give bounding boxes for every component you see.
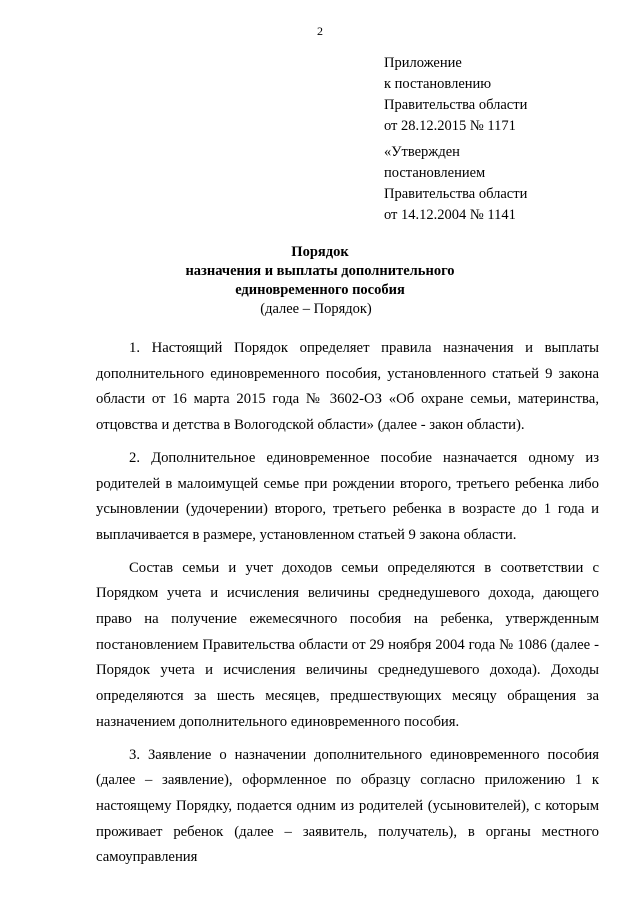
title-line: единовременного пособия: [235, 282, 405, 298]
document-title: [0, 243, 640, 319]
title-subtitle: (далее – Порядок): [260, 301, 372, 317]
paragraph: 1. Настоящий Порядок определяет правила назначения и выплаты дополнительного единовременного пособия, установленного статьей 9 закона области от 16 марта 2015 года № 3602-ОЗ «Об охране семьи, материнства, отцовства и детства в Вологодской области» (далее - закон области).: [96, 340, 599, 434]
approved-line: «Утвержден: [384, 144, 460, 160]
title-line: Порядок: [291, 244, 349, 260]
approved-line: постановлением: [384, 165, 486, 181]
title-line: назначения и выплаты дополнительного: [185, 263, 455, 279]
approved-line: Правительства области: [384, 186, 528, 202]
approved-block: [384, 142, 527, 226]
paragraph: 3. Заявление о назначении дополнительного единовременного пособия (далее – заявление), оформленное по образцу согласно приложению 1 к настоящему Порядку, подается одним из родителей (усыновителей), с которым проживает ребенок (далее – заявитель, получатель), в органы местного самоуправления: [96, 746, 599, 866]
appendix-line: Приложение: [384, 55, 462, 71]
appendix-line: Правительства области: [384, 97, 528, 113]
page-number: 2: [317, 24, 323, 38]
appendix-block: [384, 53, 527, 137]
appendix-line: от 28.12.2015 № 1171: [384, 118, 516, 134]
appendix-line: к постановлению: [384, 76, 492, 92]
paragraph: Состав семьи и учет доходов семьи определяются в соответствии с Порядком учета и исчисления величины среднедушевого дохода, дающего право на получение ежемесячного пособия на ребенка, утвержденным постановлением Правительства области от 29 ноября 2004 года № 1086 (далее - Порядок учета и исчисления величины среднедушевого дохода). Доходы определяются за шесть месяцев, предшествующих месяцу обращения за назначением дополнительного единовременного пособия.: [96, 559, 599, 730]
approved-line: от 14.12.2004 № 1141: [384, 207, 516, 223]
paragraph: 2. Дополнительное единовременное пособие назначается одному из родителей в малоимущей семье при рождении второго, третьего ребенка либо усыновлении (удочерении) второго, третьего ребенка в возрасте до 1 года и выплачивается в размере, установленном статьей 9 закона области.: [96, 449, 599, 543]
document-body: [96, 336, 599, 878]
